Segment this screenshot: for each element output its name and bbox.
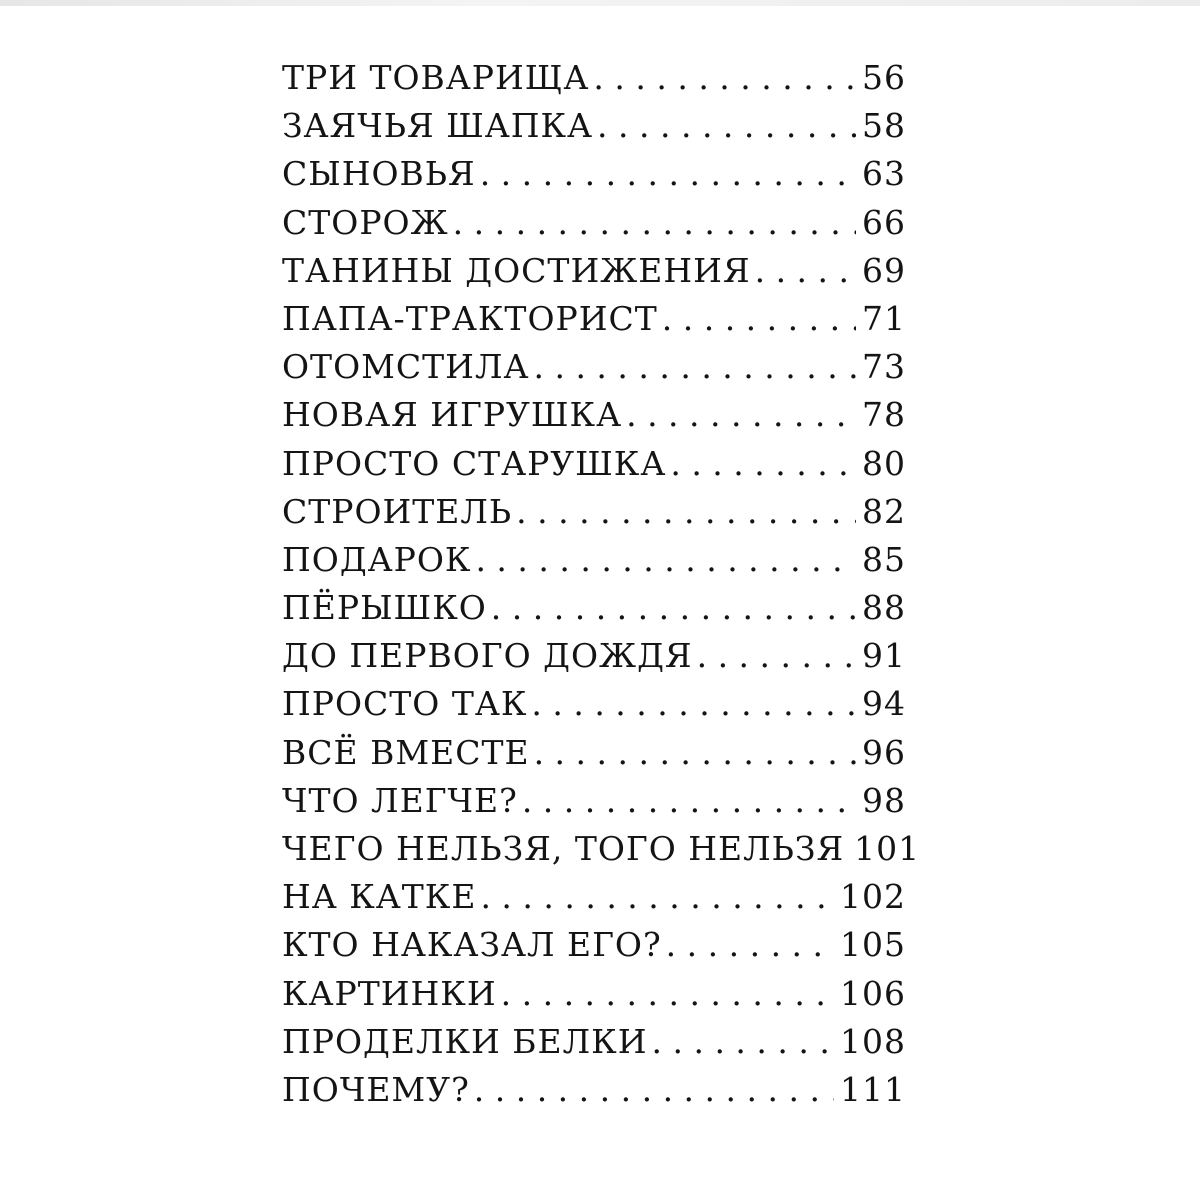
toc-dot-leader — [626, 395, 856, 434]
toc-dot-leader — [522, 781, 856, 820]
toc-entry-title: ВСЁ ВМЕСТЕ — [282, 732, 530, 772]
toc-entry-page-number: 88 — [862, 588, 906, 628]
toc-entry-title: ПРОДЕЛКИ БЕЛКИ — [282, 1021, 648, 1061]
toc-entry-page-number: 98 — [862, 780, 906, 820]
toc-dot-leader — [531, 684, 856, 723]
toc-dot-leader — [666, 925, 834, 964]
toc-entry-title: НОВАЯ ИГРУШКА — [282, 395, 623, 435]
toc-entry-page-number: 85 — [862, 539, 906, 579]
toc-entry-page-number: 58 — [862, 106, 906, 146]
toc-entry-title: ПРОСТО ТАК — [282, 684, 528, 724]
toc-entry — [282, 877, 906, 925]
toc-entry-title: ПОДАРОК — [282, 539, 472, 579]
toc-entry-page-number: 56 — [862, 58, 906, 97]
toc-entry-title: СТРОИТЕЛЬ — [282, 491, 513, 531]
toc-dot-leader — [755, 251, 856, 290]
toc-entry-page-number: 63 — [862, 154, 906, 194]
toc-dot-leader — [597, 106, 856, 145]
toc-entry — [282, 444, 906, 492]
toc-entry — [282, 925, 906, 973]
toc-entry — [282, 58, 906, 106]
toc-entry-page-number: 96 — [862, 732, 906, 772]
toc-entry — [282, 733, 906, 781]
toc-entry-title: ЧТО ЛЕГЧЕ? — [282, 780, 518, 820]
toc-entry — [282, 684, 906, 732]
toc-entry-title: НА КАТКЕ — [282, 877, 477, 917]
toc-dot-leader — [453, 203, 856, 242]
toc-entry — [282, 106, 906, 154]
toc-entry-title: СТОРОЖ — [282, 202, 449, 242]
toc-entry-page-number: 111 — [840, 1069, 906, 1109]
toc-dot-leader — [533, 347, 856, 386]
toc-entry-page-number: 108 — [840, 1021, 906, 1061]
toc-entry-page-number: 106 — [840, 973, 906, 1013]
toc-entry-title: ЗАЯЧЬЯ ШАПКА — [282, 106, 594, 146]
toc-dot-leader — [534, 733, 856, 772]
toc-entry-title: ПОЧЕМУ? — [282, 1069, 470, 1109]
toc-entry-page-number: 102 — [840, 877, 906, 917]
toc-entry-title: ПАПА-ТРАКТОРИСТ — [282, 298, 658, 338]
toc-dot-leader — [516, 492, 856, 531]
toc-entry — [282, 395, 906, 443]
toc-entry — [282, 829, 921, 877]
toc-entry-title: ТРИ ТОВАРИЩА — [282, 58, 590, 97]
toc-entry-page-number: 80 — [862, 443, 906, 483]
toc-entry — [282, 636, 906, 684]
toc-entry — [282, 1070, 906, 1118]
toc-entry-title: ПРОСТО СТАРУШКА — [282, 443, 667, 483]
toc-entry-page-number: 82 — [862, 491, 906, 531]
toc-entry — [282, 299, 906, 347]
table-of-contents — [282, 58, 921, 1118]
toc-entry-title: ОТОМСТИЛА — [282, 347, 530, 387]
toc-dot-leader — [652, 1022, 835, 1061]
toc-entry-title: ТАНИНЫ ДОСТИЖЕНИЯ — [282, 250, 751, 290]
toc-entry — [282, 492, 906, 540]
toc-dot-leader — [670, 444, 856, 483]
toc-entry-title: КАРТИНКИ — [282, 973, 497, 1013]
toc-entry — [282, 588, 906, 636]
toc-entry-page-number: 78 — [862, 395, 906, 435]
toc-entry — [282, 203, 906, 251]
toc-dot-leader — [662, 299, 856, 338]
toc-entry-page-number: 91 — [862, 636, 906, 676]
toc-entry — [282, 347, 906, 395]
toc-entry-title: ЧЕГО НЕЛЬЗЯ, ТОГО НЕЛЬЗЯ — [282, 829, 845, 868]
toc-entry-title: СЫНОВЬЯ — [282, 154, 476, 194]
toc-dot-leader — [480, 877, 834, 916]
toc-entry-title: ДО ПЕРВОГО ДОЖДЯ — [282, 636, 693, 676]
toc-entry-page-number: 73 — [862, 347, 906, 387]
toc-dot-leader — [475, 540, 856, 579]
toc-entry — [282, 251, 906, 299]
toc-dot-leader — [501, 974, 834, 1013]
toc-entry-page-number: 69 — [862, 250, 906, 290]
toc-entry — [282, 974, 906, 1022]
toc-entry-page-number: 105 — [840, 925, 906, 965]
toc-entry-title: КТО НАКАЗАЛ ЕГО? — [282, 925, 662, 965]
toc-entry — [282, 781, 906, 829]
toc-dot-leader — [593, 58, 856, 97]
toc-dot-leader — [480, 154, 856, 193]
toc-dot-leader — [491, 588, 856, 627]
toc-entry-page-number: 71 — [862, 298, 906, 338]
toc-dot-leader — [474, 1070, 834, 1109]
toc-entry — [282, 540, 906, 588]
toc-entry-page-number: 66 — [862, 202, 906, 242]
toc-dot-leader — [697, 636, 856, 675]
toc-entry — [282, 1022, 906, 1070]
page-edge-rule — [0, 0, 1200, 6]
toc-entry-page-number: 101 — [854, 829, 921, 868]
toc-entry-page-number: 94 — [862, 684, 906, 724]
toc-entry — [282, 154, 906, 202]
toc-entry-title: ПЁРЫШКО — [282, 588, 487, 628]
